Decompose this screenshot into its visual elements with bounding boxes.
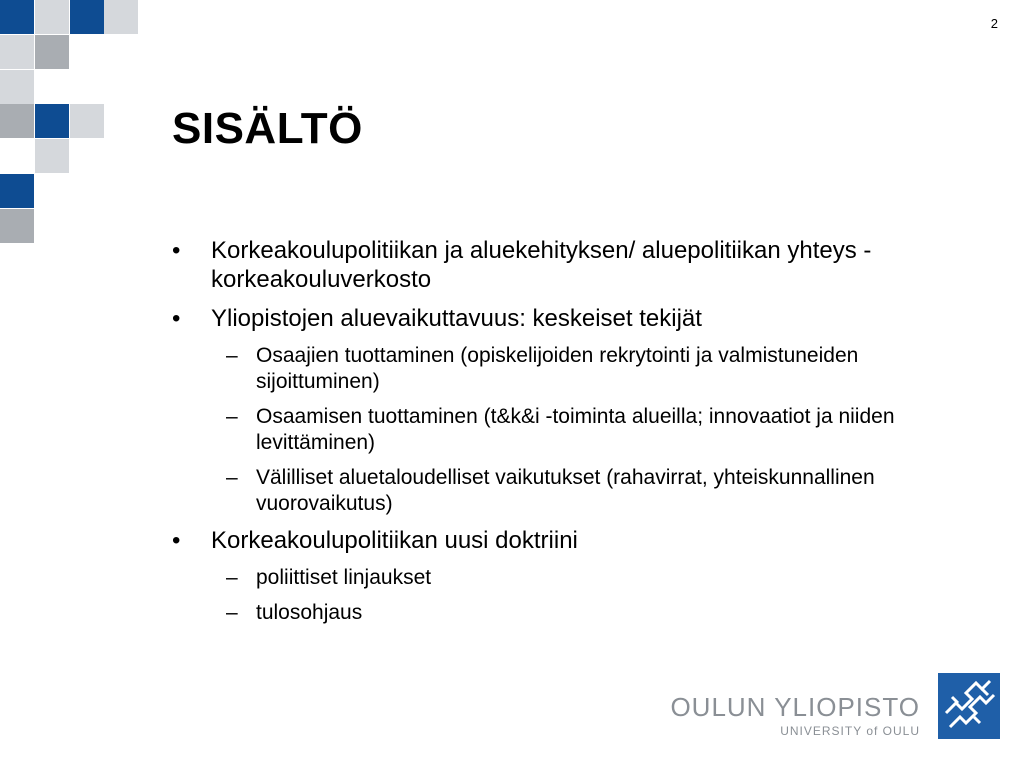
dash-marker: – — [226, 566, 238, 589]
dash-marker: – — [226, 601, 238, 624]
logo-wordmark — [670, 693, 920, 739]
sub-bullet-item — [172, 404, 952, 456]
deco-square — [70, 0, 104, 34]
bullet-text: Korkeakoulupolitiikan uusi doktriini — [211, 527, 578, 554]
bullet-item — [172, 236, 952, 294]
sub-bullet-text: poliittiset linjaukset — [256, 566, 432, 589]
bullet-marker: • — [172, 237, 181, 264]
dash-marker: – — [226, 344, 238, 367]
deco-square — [35, 35, 69, 69]
sub-bullet-item — [172, 600, 952, 626]
logo-main-text: OULUN YLIOPISTO — [670, 692, 920, 722]
deco-square — [0, 209, 34, 243]
deco-square — [0, 174, 34, 208]
bullet-item — [172, 526, 952, 555]
sub-bullet-item — [172, 565, 952, 591]
sub-bullet-text: Osaamisen tuottaminen (t&k&i -toiminta alueilla; innovaatiot ja niiden levittäminen) — [256, 405, 895, 454]
bullet-item — [172, 304, 952, 333]
deco-square — [104, 0, 138, 34]
dash-marker: – — [226, 466, 238, 489]
decorative-square-pattern — [0, 0, 140, 245]
dash-marker: – — [226, 405, 238, 428]
sub-bullet-text: Välilliset aluetaloudelliset vaikutukset (rahavirrat, yhteiskunnallinen vuorovaikutus) — [256, 466, 875, 515]
bullet-text: Korkeakoulupolitiikan ja aluekehityksen/ aluepolitiikan yhteys - korkeakouluverkosto — [211, 237, 872, 293]
logo-sub-text: UNIVERSITY of OULU — [780, 724, 920, 738]
sub-bullet-item — [172, 465, 952, 517]
deco-square — [35, 139, 69, 173]
university-logo — [670, 673, 1000, 741]
deco-square — [0, 35, 34, 69]
deco-square — [0, 70, 34, 104]
bullet-marker: • — [172, 527, 181, 554]
bullet-marker: • — [172, 305, 181, 332]
sub-bullet-text: Osaajien tuottaminen (opiskelijoiden rekrytointi ja valmistuneiden sijoittuminen) — [256, 344, 859, 393]
deco-square — [70, 104, 104, 138]
deco-square — [0, 0, 34, 34]
sub-bullet-text: tulosohjaus — [256, 601, 363, 624]
slide-title: SISÄLTÖ — [172, 104, 363, 153]
deco-square — [35, 104, 69, 138]
university-emblem-icon — [938, 673, 1000, 739]
page-number: 2 — [990, 16, 998, 31]
bullet-list — [172, 236, 952, 635]
deco-square — [0, 104, 34, 138]
bullet-text: Yliopistojen aluevaikuttavuus: keskeiset tekijät — [211, 305, 702, 332]
deco-square — [35, 0, 69, 34]
sub-bullet-item — [172, 343, 952, 395]
